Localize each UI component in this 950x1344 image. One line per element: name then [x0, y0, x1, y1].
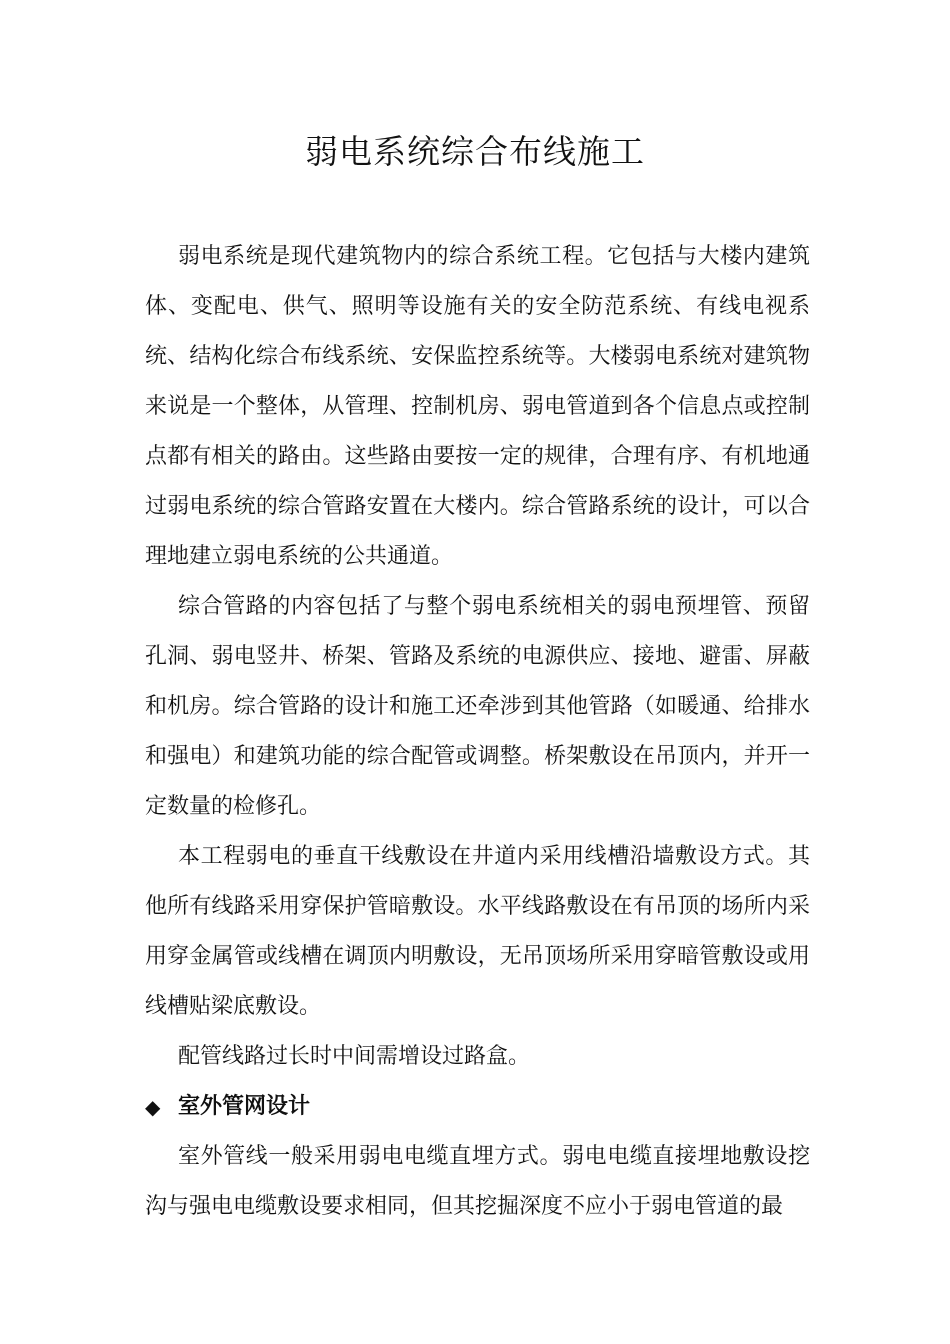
section-heading-text: 室外管网设计: [178, 1094, 311, 1119]
paragraph-4: 配管线路过长时中间需增设过路盒。: [178, 1044, 531, 1069]
paragraph-5: 室外管线一般采用弱电电缆直埋方式。弱电电缆直接埋地敷设挖沟与强电电缆敷设要求相同，但其挖掘深度不应小于弱电管道的最: [145, 1144, 810, 1219]
paragraph-2: 综合管路的内容包括了与整个弱电系统相关的弱电预埋管、预留孔洞、弱电竖井、桥架、管路及系统的电源供应、接地、避雷、屏蔽和机房。综合管路的设计和施工还牵涉到其他管路（如暖通、给排水和强电）和建筑功能的综合配管或调整。桥架敷设在吊顶内，并开一定数量的检修孔。: [145, 594, 810, 819]
paragraph-3: 本工程弱电的垂直干线敷设在井道内采用线槽沿墙敷设方式。其他所有线路采用穿保护管暗敷设。水平线路敷设在有吊顶的场所内采用穿金属管或线槽在调顶内明敷设，无吊顶场所采用穿暗管敷设或用线槽贴梁底敷设。: [145, 844, 810, 1019]
document-body: [145, 232, 810, 1232]
section-heading: [145, 1082, 810, 1132]
paragraph-1: 弱电系统是现代建筑物内的综合系统工程。它包括与大楼内建筑体、变配电、供气、照明等设施有关的安全防范系统、有线电视系统、结构化综合布线系统、安保监控系统等。大楼弱电系统对建筑物来说是一个整体，从管理、控制机房、弱电管道到各个信息点或控制点都有相关的路由。这些路由要按一定的规律，合理有序、有机地通过弱电系统的综合管路安置在大楼内。综合管路系统的设计，可以合理地建立弱电系统的公共通道。: [145, 244, 810, 569]
document-title: 弱电系统综合布线施工: [305, 132, 645, 171]
diamond-bullet-icon: ◆: [145, 1095, 161, 1119]
